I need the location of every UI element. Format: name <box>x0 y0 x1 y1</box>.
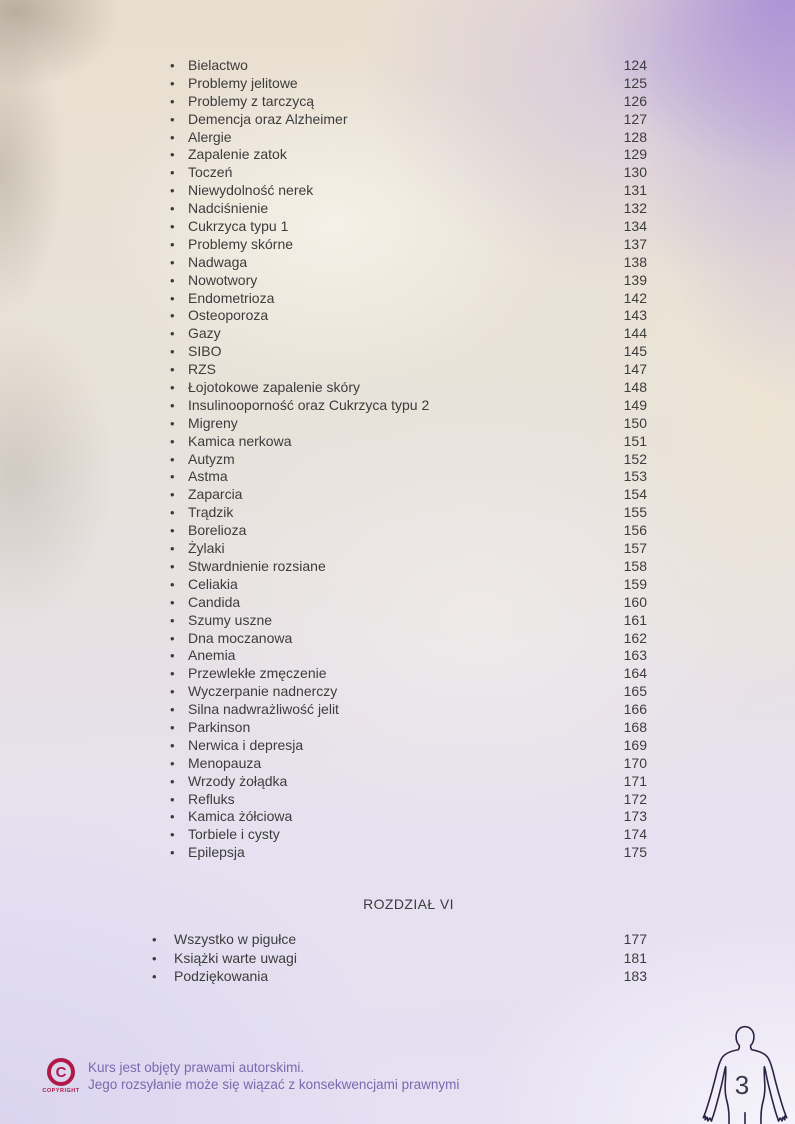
toc-item-label: Dna moczanowa <box>188 629 293 646</box>
toc-item-label: Kamica żółciowa <box>188 808 293 825</box>
toc-item <box>170 504 647 522</box>
bullet-icon: • <box>170 719 175 735</box>
toc-item <box>170 433 647 451</box>
toc-item <box>170 111 647 129</box>
toc-item <box>170 791 647 809</box>
toc-item-label: RZS <box>188 361 216 378</box>
toc-item-page: 156 <box>623 522 647 539</box>
toc-item-label: Wyczerpanie nadnerczy <box>188 683 338 700</box>
toc-item-label: Przewlekłe zmęczenie <box>188 665 327 682</box>
toc-item <box>170 129 647 147</box>
toc-item-page: 124 <box>623 57 647 73</box>
toc-item-label: Nadwaga <box>188 253 248 270</box>
toc-item <box>170 647 647 665</box>
toc-item-page: 132 <box>623 200 647 217</box>
toc-item-page: 158 <box>623 557 647 574</box>
toc-item-page: 160 <box>623 593 647 610</box>
toc-item-page: 164 <box>623 665 647 682</box>
toc-item <box>170 325 647 343</box>
toc-list <box>170 57 647 862</box>
bullet-icon: • <box>170 201 175 217</box>
toc-item-label: Niewydolność nerek <box>188 182 314 199</box>
toc-item-label: Migreny <box>188 414 238 431</box>
bullet-icon: • <box>170 236 175 252</box>
toc-item-page: 174 <box>623 826 647 843</box>
bullet-icon: • <box>152 932 157 947</box>
toc-item-label: Osteoporoza <box>188 307 269 324</box>
toc-item-page: 149 <box>623 396 647 413</box>
toc-item-page: 148 <box>623 379 647 396</box>
toc-item <box>170 236 647 254</box>
toc-item-page: 169 <box>623 736 647 753</box>
toc-item <box>170 612 647 630</box>
toc-item-page: 144 <box>623 325 647 342</box>
bullet-icon: • <box>170 272 175 288</box>
bullet-icon: • <box>170 415 175 431</box>
toc-item-label: Stwardnienie rozsiane <box>188 557 326 574</box>
toc-item <box>152 930 647 949</box>
bullet-icon: • <box>170 344 175 360</box>
toc-item <box>170 683 647 701</box>
toc-item-page: 139 <box>623 271 647 288</box>
toc-item-page: 168 <box>623 718 647 735</box>
toc-item <box>170 451 647 469</box>
toc-item-page: 171 <box>623 772 647 789</box>
toc-item-page: 173 <box>623 808 647 825</box>
toc-item-label: Książki warte uwagi <box>174 949 297 966</box>
toc-item-label: Problemy skórne <box>188 235 294 252</box>
toc-item-page: 162 <box>623 629 647 646</box>
footer-note <box>88 1059 459 1093</box>
toc-item-page: 177 <box>623 931 647 947</box>
toc-item <box>170 737 647 755</box>
toc-item <box>170 808 647 826</box>
toc-item-label: Łojotokowe zapalenie skóry <box>188 379 360 396</box>
toc-item-page: 130 <box>623 164 647 181</box>
toc-item <box>170 307 647 325</box>
toc-item-page: 134 <box>623 218 647 235</box>
toc-item <box>170 75 647 93</box>
bullet-icon: • <box>170 397 175 413</box>
bullet-icon: • <box>170 702 175 718</box>
bullet-icon: • <box>170 129 175 145</box>
bullet-icon: • <box>170 147 175 163</box>
toc-item-page: 157 <box>623 540 647 557</box>
toc-item <box>170 379 647 397</box>
bullet-icon: • <box>170 75 175 91</box>
toc-item-page: 151 <box>623 432 647 449</box>
toc-item <box>170 272 647 290</box>
toc-item-page: 161 <box>623 611 647 628</box>
toc-item-label: Trądzik <box>188 504 234 521</box>
toc-item <box>170 182 647 200</box>
toc-item-page: 155 <box>623 504 647 521</box>
toc-item-page: 125 <box>623 74 647 91</box>
toc-item-page: 137 <box>623 235 647 252</box>
chapter-heading: ROZDZIAŁ VI <box>363 896 454 912</box>
toc-item-label: Wrzody żołądka <box>188 772 288 789</box>
toc-item-label: Gazy <box>188 325 221 342</box>
toc-item-label: Autyzm <box>188 450 235 467</box>
toc-item-label: Astma <box>188 468 228 485</box>
bullet-icon: • <box>152 969 157 985</box>
toc-item-label: Toczeń <box>188 164 233 181</box>
bullet-icon: • <box>170 433 175 449</box>
toc-item <box>170 844 647 862</box>
toc-item-page: 172 <box>623 790 647 807</box>
toc-item-page: 150 <box>623 414 647 431</box>
toc-item-label: Nerwica i depresja <box>188 736 304 753</box>
bullet-icon: • <box>170 487 175 503</box>
toc-item <box>170 558 647 576</box>
footer-note-line1: Kurs jest objęty prawami autorskimi. <box>88 1060 305 1075</box>
toc-item-label: Kamica nerkowa <box>188 432 292 449</box>
bullet-icon: • <box>170 684 175 700</box>
bullet-icon: • <box>170 469 175 485</box>
bullet-icon: • <box>170 791 175 807</box>
toc-item-label: Refluks <box>188 790 235 807</box>
bullet-icon: • <box>170 558 175 574</box>
toc-item-page: 145 <box>623 343 647 360</box>
toc-item <box>170 146 647 164</box>
toc-item-label: Zaparcia <box>188 486 243 503</box>
bullet-icon: • <box>170 845 175 861</box>
toc-item-page: 127 <box>623 110 647 127</box>
toc-item-label: Nowotwory <box>188 271 258 288</box>
bullet-icon: • <box>170 773 175 789</box>
toc-item-label: Podziękowania <box>174 968 269 985</box>
toc-item <box>170 343 647 361</box>
bullet-icon: • <box>170 576 175 592</box>
toc-item <box>170 630 647 648</box>
toc-item-page: 181 <box>623 949 647 966</box>
bullet-icon: • <box>170 666 175 682</box>
toc-item-label: Insulinooporność oraz Cukrzyca typu 2 <box>188 396 430 413</box>
bullet-icon: • <box>170 93 175 109</box>
toc-item-label: Demencja oraz Alzheimer <box>188 110 348 127</box>
toc-item-page: 165 <box>623 683 647 700</box>
bullet-icon: • <box>170 451 175 467</box>
footer-note-line2: Jego rozsyłanie może się wiązać z konsekwencjami prawnymi <box>88 1077 460 1092</box>
toc-item <box>170 218 647 236</box>
toc-item <box>170 361 647 379</box>
toc-item <box>170 397 647 415</box>
toc-item-label: Nadciśnienie <box>188 200 269 217</box>
bullet-icon: • <box>170 380 175 396</box>
bullet-icon: • <box>170 612 175 628</box>
toc-item-page: 183 <box>623 968 647 985</box>
bullet-icon: • <box>170 523 175 539</box>
toc-item <box>170 468 647 486</box>
toc-item <box>170 719 647 737</box>
bullet-icon: • <box>170 290 175 306</box>
bullet-icon: • <box>170 362 175 378</box>
bullet-icon: • <box>170 809 175 825</box>
toc-item-page: 153 <box>623 468 647 485</box>
toc-item-page: 175 <box>623 844 647 861</box>
toc-item <box>170 576 647 594</box>
toc-item-page: 131 <box>623 182 647 199</box>
toc-item-page: 143 <box>623 307 647 324</box>
bullet-icon: • <box>170 58 175 73</box>
toc-item-label: Problemy jelitowe <box>188 74 298 91</box>
toc-item-label: Epilepsja <box>188 844 245 861</box>
toc-item-page: 142 <box>623 289 647 306</box>
toc-item <box>170 773 647 791</box>
toc-item-page: 138 <box>623 253 647 270</box>
toc-item <box>170 594 647 612</box>
bullet-icon: • <box>170 648 175 664</box>
bullet-icon: • <box>170 505 175 521</box>
toc-item-label: Menopauza <box>188 754 262 771</box>
toc-item-label: Candida <box>188 593 241 610</box>
copyright-badge <box>38 1058 84 1094</box>
bullet-icon: • <box>170 165 175 181</box>
bullet-icon: • <box>170 755 175 771</box>
toc-item-page: 159 <box>623 575 647 592</box>
toc-item <box>170 290 647 308</box>
toc-item <box>152 967 647 986</box>
toc-item <box>170 415 647 433</box>
toc-item <box>170 93 647 111</box>
page-number: 3 <box>734 1070 750 1100</box>
toc-item-label: Borelioza <box>188 522 247 539</box>
toc-item-page: 126 <box>623 92 647 109</box>
toc-item-label: Celiakia <box>188 575 238 592</box>
toc-item <box>170 200 647 218</box>
toc-item-label: Alergie <box>188 128 232 145</box>
toc-item-page: 128 <box>623 128 647 145</box>
toc-item-page: 129 <box>623 146 647 163</box>
bullet-icon: • <box>170 308 175 324</box>
bullet-icon: • <box>170 254 175 270</box>
toc-item-label: Szumy uszne <box>188 611 273 628</box>
toc-item-page: 154 <box>623 486 647 503</box>
bullet-icon: • <box>170 541 175 557</box>
toc-item-page: 170 <box>623 754 647 771</box>
toc-item-label: Endometrioza <box>188 289 275 306</box>
toc-item <box>170 254 647 272</box>
toc-item <box>170 57 647 75</box>
toc-item <box>152 949 647 968</box>
toc-item <box>170 522 647 540</box>
copyright-symbol: C <box>55 1063 67 1081</box>
bullet-icon: • <box>170 111 175 127</box>
bullet-icon: • <box>170 326 175 342</box>
toc-item-page: 152 <box>623 450 647 467</box>
toc-item <box>170 164 647 182</box>
bullet-icon: • <box>170 219 175 235</box>
bullet-icon: • <box>170 827 175 843</box>
bullet-icon: • <box>170 737 175 753</box>
copyright-word: COPYRIGHT <box>42 1088 80 1094</box>
toc-item <box>170 755 647 773</box>
bullet-icon: • <box>170 630 175 646</box>
bullet-icon: • <box>170 594 175 610</box>
toc-item-label: Parkinson <box>188 718 251 735</box>
toc-item <box>170 665 647 683</box>
toc-item-page: 166 <box>623 701 647 718</box>
bullet-icon: • <box>152 950 157 966</box>
toc-item <box>170 486 647 504</box>
toc-item <box>170 826 647 844</box>
toc-item-label: Wszystko w pigułce <box>174 931 297 947</box>
toc-item-label: Bielactwo <box>188 57 248 73</box>
toc-item-label: Cukrzyca typu 1 <box>188 218 289 235</box>
copyright-icon <box>47 1058 75 1086</box>
toc-item-label: Zapalenie zatok <box>188 146 287 163</box>
toc-item-label: Silna nadwrażliwość jelit <box>188 701 339 718</box>
toc-item-label: Anemia <box>188 647 236 664</box>
toc-item-label: Problemy z tarczycą <box>188 92 315 109</box>
chapter-toc-list <box>152 930 647 986</box>
toc-item-page: 147 <box>623 361 647 378</box>
toc-item <box>170 701 647 719</box>
toc-item <box>170 540 647 558</box>
toc-item-page: 163 <box>623 647 647 664</box>
toc-item-label: Torbiele i cysty <box>188 826 280 843</box>
toc-item-label: SIBO <box>188 343 222 360</box>
bullet-icon: • <box>170 183 175 199</box>
toc-item-label: Żylaki <box>188 540 225 557</box>
